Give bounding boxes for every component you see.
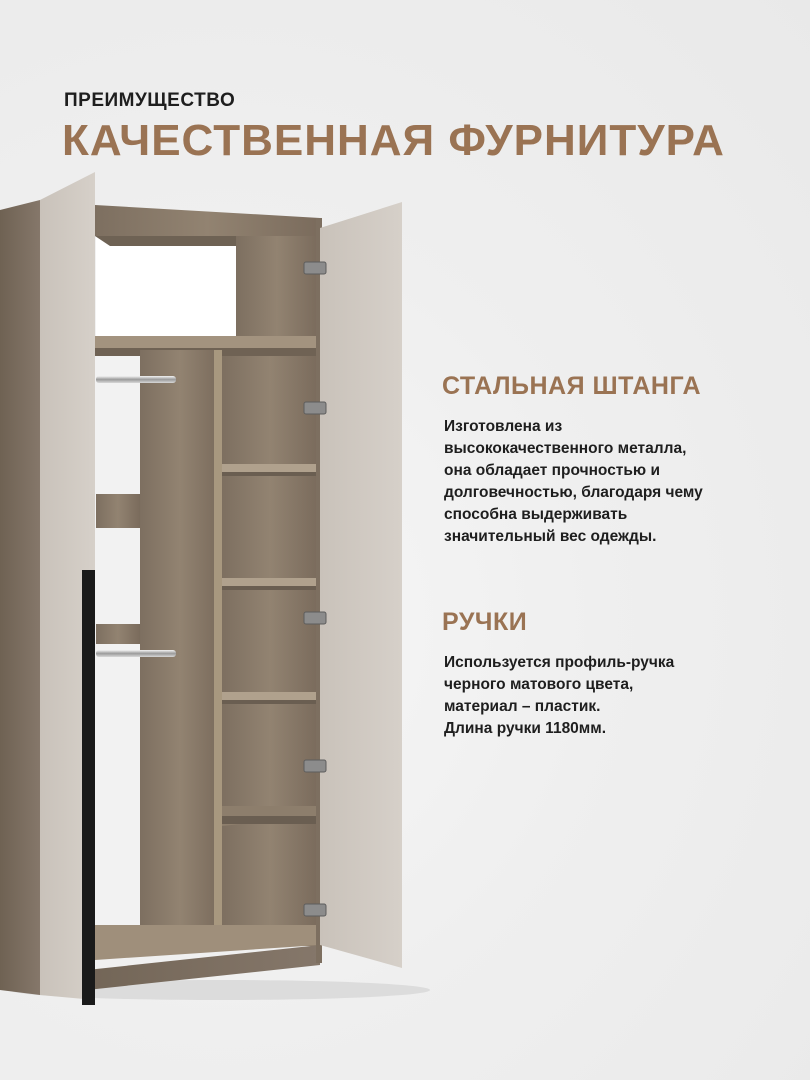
left-drawer-lower bbox=[96, 624, 140, 644]
steel-rod-upper bbox=[96, 376, 176, 383]
feature-line: Длина ручки 1180мм. bbox=[444, 720, 607, 737]
steel-rod-lower bbox=[96, 650, 176, 657]
feature-line: способна выдерживать bbox=[444, 506, 628, 523]
top-panel bbox=[95, 205, 320, 236]
feature-line: высококачественного металла, bbox=[444, 440, 687, 457]
feature-line: черного матового цвета, bbox=[444, 676, 634, 693]
feature-text-steel-rod bbox=[444, 416, 794, 548]
feature-line: Изготовлена из bbox=[444, 418, 563, 435]
upper-right-compartment bbox=[236, 236, 318, 346]
left-drawer-upper bbox=[96, 494, 140, 528]
section-kicker: ПРЕИМУЩЕСТВО bbox=[64, 90, 236, 111]
central-divider bbox=[140, 350, 220, 945]
black-profile-handle bbox=[82, 570, 95, 1005]
feature-title-handles: РУЧКИ bbox=[442, 608, 528, 636]
feature-line: долговечностью, благодаря чему bbox=[444, 484, 703, 501]
feature-line: значительный вес одежды. bbox=[444, 528, 657, 545]
feature-line: Используется профиль-ручка bbox=[444, 654, 675, 671]
feature-line: она обладает прочностью и bbox=[444, 462, 661, 479]
page-title: КАЧЕСТВЕННАЯ ФУРНИТУРА bbox=[62, 116, 725, 165]
left-side-panel bbox=[0, 200, 40, 995]
right-door bbox=[320, 202, 402, 968]
feature-line: материал – пластик. bbox=[444, 698, 601, 715]
right-compartment bbox=[222, 356, 318, 946]
feature-text-handles bbox=[444, 652, 794, 740]
feature-title-steel-rod: СТАЛЬНАЯ ШТАНГА bbox=[442, 372, 702, 400]
